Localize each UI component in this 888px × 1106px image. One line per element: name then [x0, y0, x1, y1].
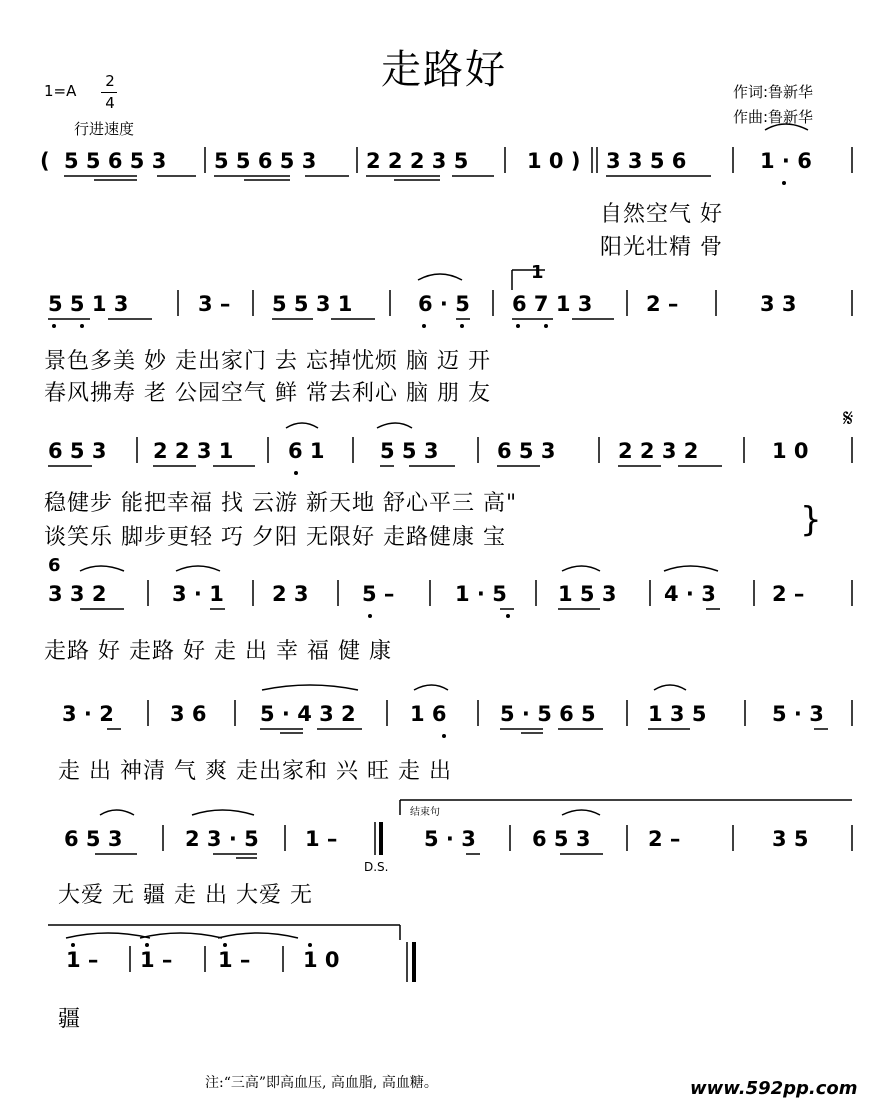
dal-segno-mark: D.S. — [364, 860, 389, 874]
lyricist-credit: 作词:鲁新华 — [733, 83, 814, 101]
notes-bar27: 4 · 3 — [664, 582, 716, 606]
song-title: 走路好 — [381, 47, 507, 93]
notes-bar25: 1 · 5 — [455, 582, 507, 606]
lyrics-row4: 走路 好 走路 好 走 出 幸 福 健 康 — [44, 639, 392, 664]
notes-bar43: 1 – — [66, 948, 99, 972]
notes-bar45: 1 – — [218, 948, 251, 972]
notes-bar17: 5 5 3 — [380, 439, 439, 463]
notes-bar34: 1 3 5 — [648, 702, 707, 726]
note-paren-open: ( — [40, 149, 50, 173]
lyrics-row2-verse1: 景色多美 妙 走出家门 去 忘掉忧烦 脑 迈 开 — [44, 349, 491, 374]
lyrics-row3-verse2: 谈笑乐 脚步更轻 巧 夕阳 无限好 走路健康 宝 — [44, 525, 506, 550]
time-signature-numerator: 2 — [105, 72, 115, 90]
notes-bar9: 5 5 3 1 — [272, 292, 353, 316]
footnote: 注:“三高”即高血压, 高血脂, 高血糖。 — [205, 1075, 438, 1091]
notes-bar44: 1 – — [140, 948, 173, 972]
notes-bar11: 6 7 1 3 — [512, 292, 593, 316]
notes-bar21: 3 3 2 — [48, 582, 107, 606]
notes-bar15: 2 2 3 1 — [153, 439, 234, 463]
notes-bar6: 1 · 6 — [760, 149, 812, 173]
notes-bar36: 6 5 3 — [64, 827, 123, 851]
notes-bar2: 5 5 6 5 3 — [214, 149, 317, 173]
tempo-marking: 行进速度 — [74, 120, 135, 138]
notes-bar24: 5 – — [362, 582, 395, 606]
lyrics-row1-verse2: 阳光壮精 骨 — [600, 235, 723, 260]
time-signature-denominator: 4 — [105, 94, 115, 112]
notes-bar42: 3 5 — [772, 827, 809, 851]
volta-6: 6 — [48, 555, 61, 576]
notes-bar7: 5 5 1 3 — [48, 292, 129, 316]
notes-bar40: 6 5 3 — [532, 827, 591, 851]
notes-bar30: 3 6 — [170, 702, 207, 726]
lyrics-row6: 大爱 无 疆 走 出 大爱 无 — [58, 883, 313, 908]
notes-bar35: 5 · 3 — [772, 702, 824, 726]
notes-bar29: 3 · 2 — [62, 702, 114, 726]
verse-brace: } — [800, 500, 822, 540]
notes-bar26: 1 5 3 — [558, 582, 617, 606]
notes-bar28: 2 – — [772, 582, 805, 606]
notes-bar31: 5 · 4 3 2 — [260, 702, 356, 726]
watermark: www.592pp.com — [690, 1078, 858, 1099]
notes-bar46: 1 0 — [303, 948, 340, 972]
composer-credit: 作曲:鲁新华 — [733, 108, 814, 126]
notes-bar14: 6 5 3 — [48, 439, 107, 463]
key-signature: 1=A — [44, 82, 77, 100]
notes-bar37: 2 3 · 5 — [185, 827, 259, 851]
notes-bar38: 1 – — [305, 827, 338, 851]
lyrics-row7: 疆 — [58, 1007, 82, 1032]
notes-bar20: 1 0 — [772, 439, 809, 463]
notes-bar12: 2 – — [646, 292, 679, 316]
segno-sign: 𝄋 — [843, 404, 854, 432]
notes-bar4: 1 0 ) — [527, 149, 581, 173]
notes-bar1: 5 5 6 5 3 — [64, 149, 167, 173]
notes-bar23: 2 3 — [272, 582, 309, 606]
ending-label: 结束句 — [410, 807, 440, 818]
notes-bar3: 2 2 2 3 5 — [366, 149, 469, 173]
lyrics-row1-verse1: 自然空气 好 — [600, 202, 723, 227]
lyrics-row5: 走 出 神清 气 爽 走出家和 兴 旺 走 出 — [58, 759, 452, 784]
notes-bar10: 6 · 5 — [418, 292, 470, 316]
notes-bar22: 3 · 1 — [172, 582, 224, 606]
notes-bar13: 3 3 — [760, 292, 797, 316]
notes-bar39: 5 · 3 — [424, 827, 476, 851]
notes-bar32: 1 6 — [410, 702, 447, 726]
notes-bar18: 6 5 3 — [497, 439, 556, 463]
notes-bar33: 5 · 5 6 5 — [500, 702, 596, 726]
lyrics-row3-verse1: 稳健步 能把幸福 找 云游 新天地 舒心平三 高" — [44, 491, 518, 516]
notes-bar5: 3 3 5 6 — [606, 149, 687, 173]
notes-bar19: 2 2 3 2 — [618, 439, 699, 463]
volta-1: 1 — [531, 262, 544, 283]
notes-bar8: 3 – — [198, 292, 231, 316]
lyrics-row2-verse2: 春风拂寿 老 公园空气 鲜 常去利心 脑 朋 友 — [44, 381, 491, 406]
notes-bar41: 2 – — [648, 827, 681, 851]
notes-bar16: 6 1 — [288, 439, 325, 463]
